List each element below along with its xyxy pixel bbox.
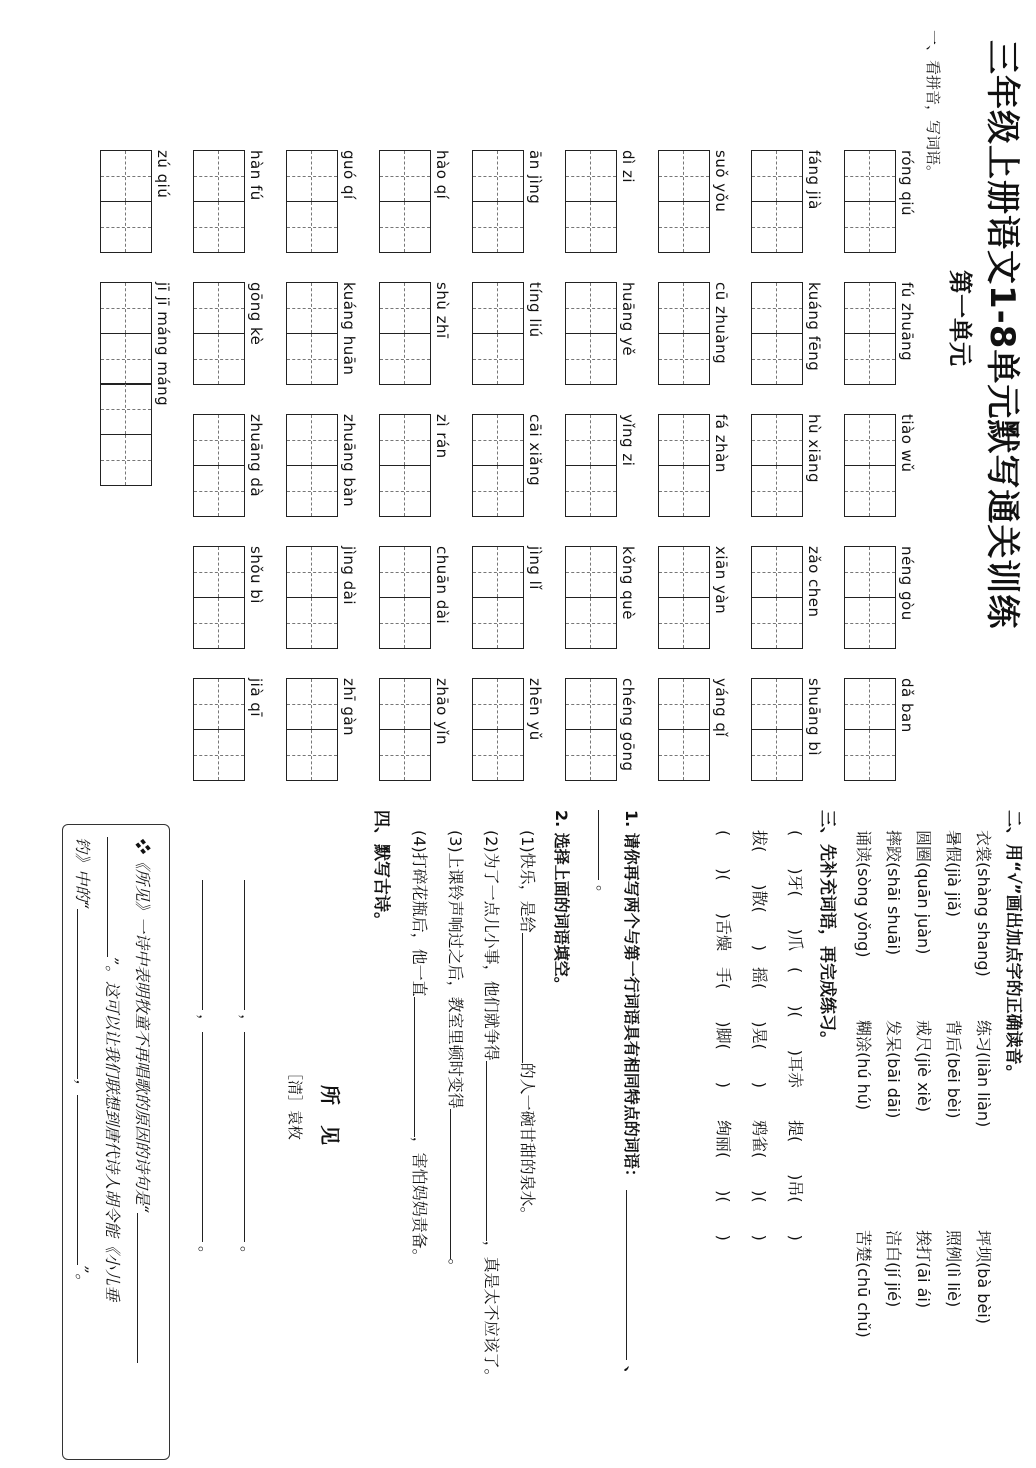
reading-choice[interactable]: 挨打(āi ái)	[914, 1230, 933, 1309]
character-box[interactable]	[472, 414, 524, 466]
character-box[interactable]	[100, 201, 152, 253]
character-box[interactable]	[472, 201, 524, 253]
character-box[interactable]	[286, 282, 338, 334]
character-box[interactable]	[751, 333, 803, 385]
character-box[interactable]	[658, 546, 710, 598]
character-box[interactable]	[844, 465, 896, 517]
fill-blank[interactable]	[486, 1061, 501, 1241]
character-box[interactable]	[193, 414, 245, 466]
writing-boxes	[565, 414, 617, 515]
reading-choice[interactable]: 坪坝(bà bèi)	[974, 1230, 993, 1324]
writing-boxes	[658, 546, 710, 647]
pinyin-label: zhuāng dà	[247, 414, 265, 498]
character-box[interactable]	[379, 597, 431, 649]
character-box[interactable]	[844, 678, 896, 730]
note-box	[62, 824, 170, 1460]
writing-boxes	[844, 414, 896, 515]
q1-dot: 。	[594, 885, 613, 902]
reading-choice[interactable]: 糊涂(hú hú)	[854, 1020, 873, 1111]
character-box[interactable]	[658, 282, 710, 334]
character-box[interactable]	[844, 414, 896, 466]
pinyin-label: zhī gàn	[340, 678, 358, 737]
character-box[interactable]	[193, 201, 245, 253]
reading-choice[interactable]: 衣裳(shàng shang)	[974, 830, 993, 977]
q1-blank-1[interactable]	[626, 1190, 641, 1360]
pinyin-label: shuāng bì	[805, 678, 823, 757]
writing-boxes	[286, 282, 338, 383]
character-box[interactable]	[751, 678, 803, 730]
grid-row	[731, 150, 823, 770]
pinyin-label: tíng liú	[526, 282, 544, 338]
character-box[interactable]	[472, 678, 524, 730]
pinyin-label: hào qí	[433, 150, 451, 200]
note-line1a: ❖《所见》一诗中表明牧童不再唱歌的原因的诗句是“	[133, 837, 152, 1214]
character-box[interactable]	[565, 597, 617, 649]
fill-blank[interactable]	[450, 1109, 465, 1259]
pinyin-label: xiān yàn	[712, 546, 730, 615]
writing-boxes	[379, 546, 431, 647]
writing-boxes	[565, 282, 617, 383]
character-box[interactable]	[472, 282, 524, 334]
character-box[interactable]	[286, 729, 338, 781]
character-box[interactable]	[751, 282, 803, 334]
character-box[interactable]	[472, 465, 524, 517]
pinyin-label: kǒng què	[619, 546, 637, 620]
character-box[interactable]	[286, 333, 338, 385]
writing-boxes	[193, 678, 245, 779]
note-line2c: ”。	[73, 1265, 92, 1290]
reading-choice[interactable]: 戒尺(jiè xiè)	[914, 1020, 933, 1113]
section4-heading: 四、默写古诗。	[371, 810, 391, 929]
writing-boxes	[751, 414, 803, 515]
fill-sentence-end: ，真是太不应该了。	[482, 1240, 501, 1385]
note-blank-2[interactable]	[107, 837, 122, 957]
q1-blank-2[interactable]	[598, 810, 613, 880]
q1-text	[621, 810, 644, 1382]
writing-boxes	[472, 414, 524, 515]
writing-boxes	[472, 678, 524, 779]
fill-blank[interactable]	[522, 933, 537, 1063]
note-blank-4[interactable]	[77, 1095, 92, 1265]
q1-label: 1. 请你再写两个与第一行词语具有相同特点的词语：	[622, 810, 641, 1185]
writing-boxes	[658, 678, 710, 779]
pinyin-label: ān jìng	[526, 150, 544, 205]
pinyin-label: kuáng fēng	[805, 282, 823, 372]
q1-line2	[593, 810, 616, 901]
character-box[interactable]	[565, 333, 617, 385]
pinyin-label: yǐng zi	[619, 414, 637, 467]
character-box[interactable]	[286, 414, 338, 466]
writing-boxes	[286, 678, 338, 779]
pinyin-label: dì zi	[619, 150, 637, 183]
note-line2	[72, 837, 95, 1289]
character-box[interactable]	[658, 150, 710, 202]
character-box[interactable]	[379, 414, 431, 466]
character-box[interactable]	[100, 434, 152, 486]
idiom-fill-line[interactable]: ( )( )舌燥 手( )脚( ) 绚丽( )( )	[714, 830, 733, 1241]
pinyin-label: zhēn yǔ	[526, 678, 544, 741]
writing-boxes	[193, 546, 245, 647]
writing-boxes	[658, 282, 710, 383]
pinyin-label: zǎo chen	[805, 546, 823, 618]
unit-heading: 第一单元	[946, 270, 974, 366]
fill-sentence	[409, 830, 432, 1265]
writing-boxes	[844, 678, 896, 779]
character-box[interactable]	[100, 282, 152, 334]
writing-boxes	[379, 678, 431, 779]
character-box[interactable]	[844, 282, 896, 334]
character-box[interactable]	[379, 465, 431, 517]
writing-boxes	[379, 414, 431, 515]
writing-boxes	[751, 282, 803, 383]
character-box[interactable]	[565, 546, 617, 598]
writing-boxes	[379, 282, 431, 383]
reading-choice[interactable]: 照例(lì liè)	[944, 1230, 963, 1308]
character-box[interactable]	[565, 678, 617, 730]
character-box[interactable]	[379, 201, 431, 253]
character-box[interactable]	[193, 729, 245, 781]
character-box[interactable]	[286, 201, 338, 253]
writing-boxes	[565, 546, 617, 647]
writing-boxes	[100, 282, 152, 484]
writing-boxes	[565, 678, 617, 779]
character-box[interactable]	[844, 201, 896, 253]
poem-period-2: 。	[196, 1246, 215, 1263]
fill-sentence-end: 。	[446, 1258, 465, 1275]
character-box[interactable]	[100, 383, 152, 435]
poem-comma-1: ，	[238, 1014, 257, 1031]
character-box[interactable]	[844, 333, 896, 385]
fill-sentence	[517, 830, 540, 1223]
character-box[interactable]	[286, 546, 338, 598]
pinyin-label: chéng gōng	[619, 678, 637, 772]
pinyin-label: néng gòu	[898, 546, 916, 621]
character-box[interactable]	[565, 465, 617, 517]
character-box[interactable]	[472, 333, 524, 385]
grid-row	[638, 150, 730, 770]
reading-choice[interactable]: 诵读(sòng yǒng)	[854, 830, 873, 958]
poem-line-1a[interactable]	[244, 880, 246, 1010]
writing-boxes	[751, 546, 803, 647]
writing-boxes	[193, 414, 245, 515]
q2-text: 2. 选择上面的词语填空。	[552, 810, 571, 993]
fill-sentence-start: (4)打碎花瓶后，他一直	[410, 830, 429, 997]
character-box[interactable]	[751, 465, 803, 517]
fill-sentence-start: (3)上课铃声响过之后，教室里顿时变得	[446, 830, 465, 1109]
character-box[interactable]	[472, 546, 524, 598]
writing-boxes	[286, 414, 338, 515]
pinyin-label: zhāo yǐn	[433, 678, 451, 746]
reading-choice[interactable]: 暑假(jià jiǎ)	[944, 830, 963, 917]
poem-line-2a[interactable]	[202, 880, 204, 1010]
character-box[interactable]	[193, 150, 245, 202]
section3-heading: 三、先补充词语，再完成练习。	[817, 810, 837, 1048]
pinyin-label: suǒ yǒu	[712, 150, 730, 213]
character-box[interactable]	[751, 729, 803, 781]
poem-period-1: 。	[238, 1246, 257, 1263]
character-box[interactable]	[379, 282, 431, 334]
pinyin-label: jìng dài	[340, 546, 358, 606]
pinyin-label: shù zhī	[433, 282, 451, 339]
character-box[interactable]	[658, 678, 710, 730]
grid-row	[173, 150, 265, 770]
pinyin-label: fú zhuāng	[898, 282, 916, 362]
grid-row	[80, 150, 172, 770]
pinyin-label: hàn fú	[247, 150, 265, 201]
writing-boxes	[100, 150, 152, 251]
character-box[interactable]	[565, 150, 617, 202]
character-box[interactable]	[658, 414, 710, 466]
note-line2b: ，	[73, 1079, 92, 1096]
character-box[interactable]	[751, 201, 803, 253]
pinyin-label: hù xiāng	[805, 414, 823, 484]
character-box[interactable]	[658, 465, 710, 517]
writing-boxes	[193, 282, 245, 383]
writing-boxes	[751, 678, 803, 779]
grid-row	[824, 150, 916, 770]
writing-boxes	[379, 150, 431, 251]
character-box[interactable]	[844, 597, 896, 649]
pinyin-label: zì rán	[433, 414, 451, 459]
character-box[interactable]	[379, 333, 431, 385]
writing-boxes	[658, 414, 710, 515]
note-line2a: 钓》中的“	[73, 837, 92, 910]
character-box[interactable]	[193, 546, 245, 598]
writing-boxes	[286, 546, 338, 647]
reading-choice[interactable]: 练习(liàn liàn)	[974, 1020, 993, 1128]
character-box[interactable]	[379, 546, 431, 598]
character-box[interactable]	[193, 465, 245, 517]
poem-line-1b[interactable]	[244, 1032, 246, 1242]
reading-choice[interactable]: 圆圈(quān juàn)	[914, 830, 933, 955]
character-box[interactable]	[472, 150, 524, 202]
reading-choice[interactable]: 苦楚(chū chǔ)	[854, 1230, 873, 1338]
writing-boxes	[565, 150, 617, 251]
writing-boxes	[658, 150, 710, 251]
character-box[interactable]	[100, 333, 152, 385]
character-box[interactable]	[658, 333, 710, 385]
fill-sentence	[481, 830, 504, 1385]
reading-choice[interactable]: 发呆(bāi dāi)	[884, 1020, 903, 1119]
pinyin-label: jìng lǐ	[526, 546, 544, 590]
character-box[interactable]	[379, 678, 431, 730]
character-box[interactable]	[193, 333, 245, 385]
writing-boxes	[286, 150, 338, 251]
character-box[interactable]	[286, 597, 338, 649]
character-box[interactable]	[286, 150, 338, 202]
fill-sentence-start: (2)为了一点儿小事，他们就争得	[482, 830, 501, 1061]
character-box[interactable]	[193, 678, 245, 730]
pinyin-label: cū zhuàng	[712, 282, 730, 365]
pinyin-label: jià qī	[247, 678, 265, 717]
character-box[interactable]	[751, 597, 803, 649]
pinyin-label: cāi xiǎng	[526, 414, 544, 487]
character-box[interactable]	[658, 729, 710, 781]
writing-boxes	[751, 150, 803, 251]
character-box[interactable]	[472, 729, 524, 781]
pinyin-label: kuáng huān	[340, 282, 358, 376]
pinyin-label: gōng kè	[247, 282, 265, 346]
reading-choice[interactable]: 背后(bēi bèi)	[944, 1020, 963, 1119]
character-box[interactable]	[658, 201, 710, 253]
character-box[interactable]	[193, 597, 245, 649]
character-box[interactable]	[844, 546, 896, 598]
character-box[interactable]	[286, 465, 338, 517]
idiom-fill-line[interactable]: ( )牙( )爪 ( )( )耳赤 提( )吊( )	[786, 830, 805, 1241]
poem-line-2b[interactable]	[202, 1032, 204, 1242]
idiom-fill-line[interactable]: 拔( )散( ) 摇( )晃( ) 鸦雀( )( )	[750, 830, 769, 1241]
pinyin-label: fáng jià	[805, 150, 823, 210]
section2-heading: 二、用“√”画出加点字的正确读音。	[1003, 810, 1023, 1082]
character-box[interactable]	[844, 729, 896, 781]
pinyin-label: dǎ ban	[898, 678, 916, 733]
character-box[interactable]	[844, 150, 896, 202]
character-box[interactable]	[286, 678, 338, 730]
fill-sentence-end: 的人一碗甘甜的泉水。	[518, 1062, 537, 1223]
fill-blank[interactable]	[414, 997, 429, 1137]
writing-boxes	[193, 150, 245, 251]
writing-boxes	[844, 150, 896, 251]
character-box[interactable]	[658, 597, 710, 649]
grid-row	[359, 150, 451, 770]
poem-comma-2: ，	[196, 1014, 215, 1031]
writing-boxes	[844, 282, 896, 383]
pinyin-label: róng qiú	[898, 150, 916, 217]
q1-sep: 、	[622, 1365, 641, 1382]
pinyin-label: jī jī máng máng	[154, 282, 172, 407]
pinyin-label: zú qiú	[154, 150, 172, 199]
reading-choice[interactable]: 摔跤(shāi shuāi)	[884, 830, 903, 956]
character-box[interactable]	[751, 546, 803, 598]
page-title: 三年级上册语文1-8单元默写通关训练	[982, 40, 1022, 630]
fill-sentence-start: (1)快乐，是给	[518, 830, 537, 933]
character-box[interactable]	[100, 150, 152, 202]
fill-sentence	[445, 830, 468, 1275]
character-box[interactable]	[565, 729, 617, 781]
pinyin-label: guó qí	[340, 150, 358, 200]
grid-row	[266, 150, 358, 770]
writing-boxes	[472, 546, 524, 647]
pinyin-label: huāng yě	[619, 282, 637, 357]
pinyin-label: fá zhàn	[712, 414, 730, 473]
character-box[interactable]	[565, 282, 617, 334]
note-line1-cont	[102, 837, 125, 1301]
note-blank-3[interactable]	[77, 909, 92, 1079]
pinyin-label: yáng qǐ	[712, 678, 730, 738]
note-line1b: ”。这可以让我们联想到唐代诗人胡令能《小儿垂	[103, 957, 122, 1302]
character-box[interactable]	[751, 150, 803, 202]
pinyin-label: tiào wǔ	[898, 414, 916, 473]
poem-title: 所 见	[318, 1085, 342, 1145]
grid-row	[545, 150, 637, 770]
poem-author: ［清］袁枚	[286, 1065, 304, 1141]
pinyin-label: zhuāng bàn	[340, 414, 358, 508]
character-box[interactable]	[565, 201, 617, 253]
section1-heading: 一、看拼音，写词语。	[924, 30, 942, 181]
grid-row	[452, 150, 544, 770]
character-box[interactable]	[193, 282, 245, 334]
pinyin-label: shǒu bì	[247, 546, 265, 604]
character-box[interactable]	[565, 414, 617, 466]
writing-boxes	[844, 546, 896, 647]
pinyin-label: chuān dài	[433, 546, 451, 625]
character-box[interactable]	[379, 729, 431, 781]
note-line1	[132, 837, 155, 1363]
writing-boxes	[472, 150, 524, 251]
character-box[interactable]	[472, 597, 524, 649]
note-blank-1[interactable]	[137, 1213, 152, 1363]
writing-boxes	[472, 282, 524, 383]
reading-choice[interactable]: 洁白(jí jié)	[884, 1230, 903, 1308]
fill-sentence-end: ，害怕妈妈责备。	[410, 1136, 429, 1265]
character-box[interactable]	[379, 150, 431, 202]
character-box[interactable]	[751, 414, 803, 466]
